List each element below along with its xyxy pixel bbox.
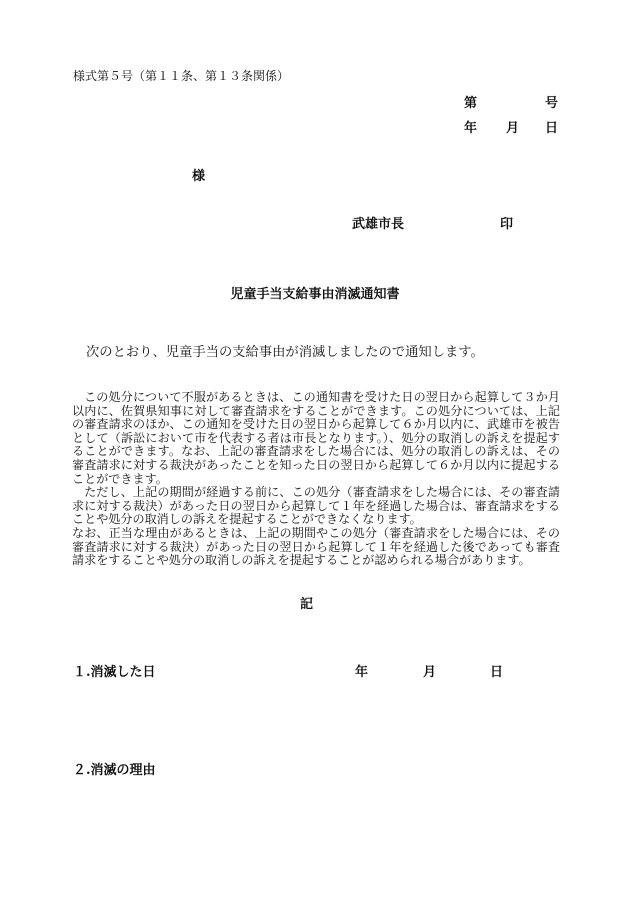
- issue-date: [464, 117, 559, 136]
- notice-text: 次のとおり、児童手当の支給事由が消滅しましたので通知します。: [86, 345, 484, 360]
- document-number-suffix: 号: [545, 96, 559, 111]
- extinction-date-month: 月: [423, 665, 437, 680]
- extinction-reason-label: ２.消滅の理由: [73, 763, 156, 778]
- appeal-instructions: [72, 391, 560, 568]
- addressee-suffix: 様: [192, 169, 206, 184]
- issue-date-month: 月: [506, 121, 520, 136]
- document-number: [464, 92, 559, 111]
- issuer-seal: 印: [500, 217, 514, 232]
- extinction-date-field: [355, 661, 504, 680]
- extinction-date-label: １.消滅した日: [73, 665, 156, 680]
- document-number-prefix: 第: [464, 96, 478, 111]
- issue-date-year: 年: [464, 121, 478, 136]
- issue-date-day: 日: [545, 121, 559, 136]
- extinction-date-year: 年: [355, 665, 369, 680]
- issuer-name: 武雄市長: [352, 217, 405, 232]
- appeal-paragraph-1: この処分について不服があるときは、この通知書を受けた日の翌日から起算して３か月以内に、佐賀県知事に対して審査請求をすることができます。この処分については、上記の審査請求のほか、この通知を受けた日の翌日から起算して６か月以内に、武雄市を被告として（訴訟において市を代表する者は市長となります。）、処分の取消しの訴えを提起することができます。なお、上記の審査請求をした場合には、処分の取消しの訴えは、その審査請求に対する裁決があったことを知った日の翌日から起算して６か月以内に提起することができます。: [72, 390, 560, 486]
- form-number: 様式第５号（第１１条、第１３条関係）: [73, 69, 290, 83]
- appeal-paragraph-3: なお、正当な理由があるときは、上記の期間やこの処分（審査請求をした場合には、その審査請求に対する裁決）があった日の翌日から起算して１年を経過した後であっても審査請求をすることや処分の取消しの訴えを提起することが認められる場合があります。: [72, 525, 560, 568]
- ki-heading: 記: [300, 597, 314, 612]
- document-title: 児童手当支給事由消滅通知書: [230, 287, 400, 302]
- extinction-date-day: 日: [490, 665, 504, 680]
- appeal-paragraph-2: ただし、上記の期間が経過する前に、この処分（審査請求をした場合には、その審査請求に対する裁決）があった日の翌日から起算して１年を経過した場合は、審査請求をすることや処分の取消しの訴えを提起することができなくなります。: [72, 485, 560, 527]
